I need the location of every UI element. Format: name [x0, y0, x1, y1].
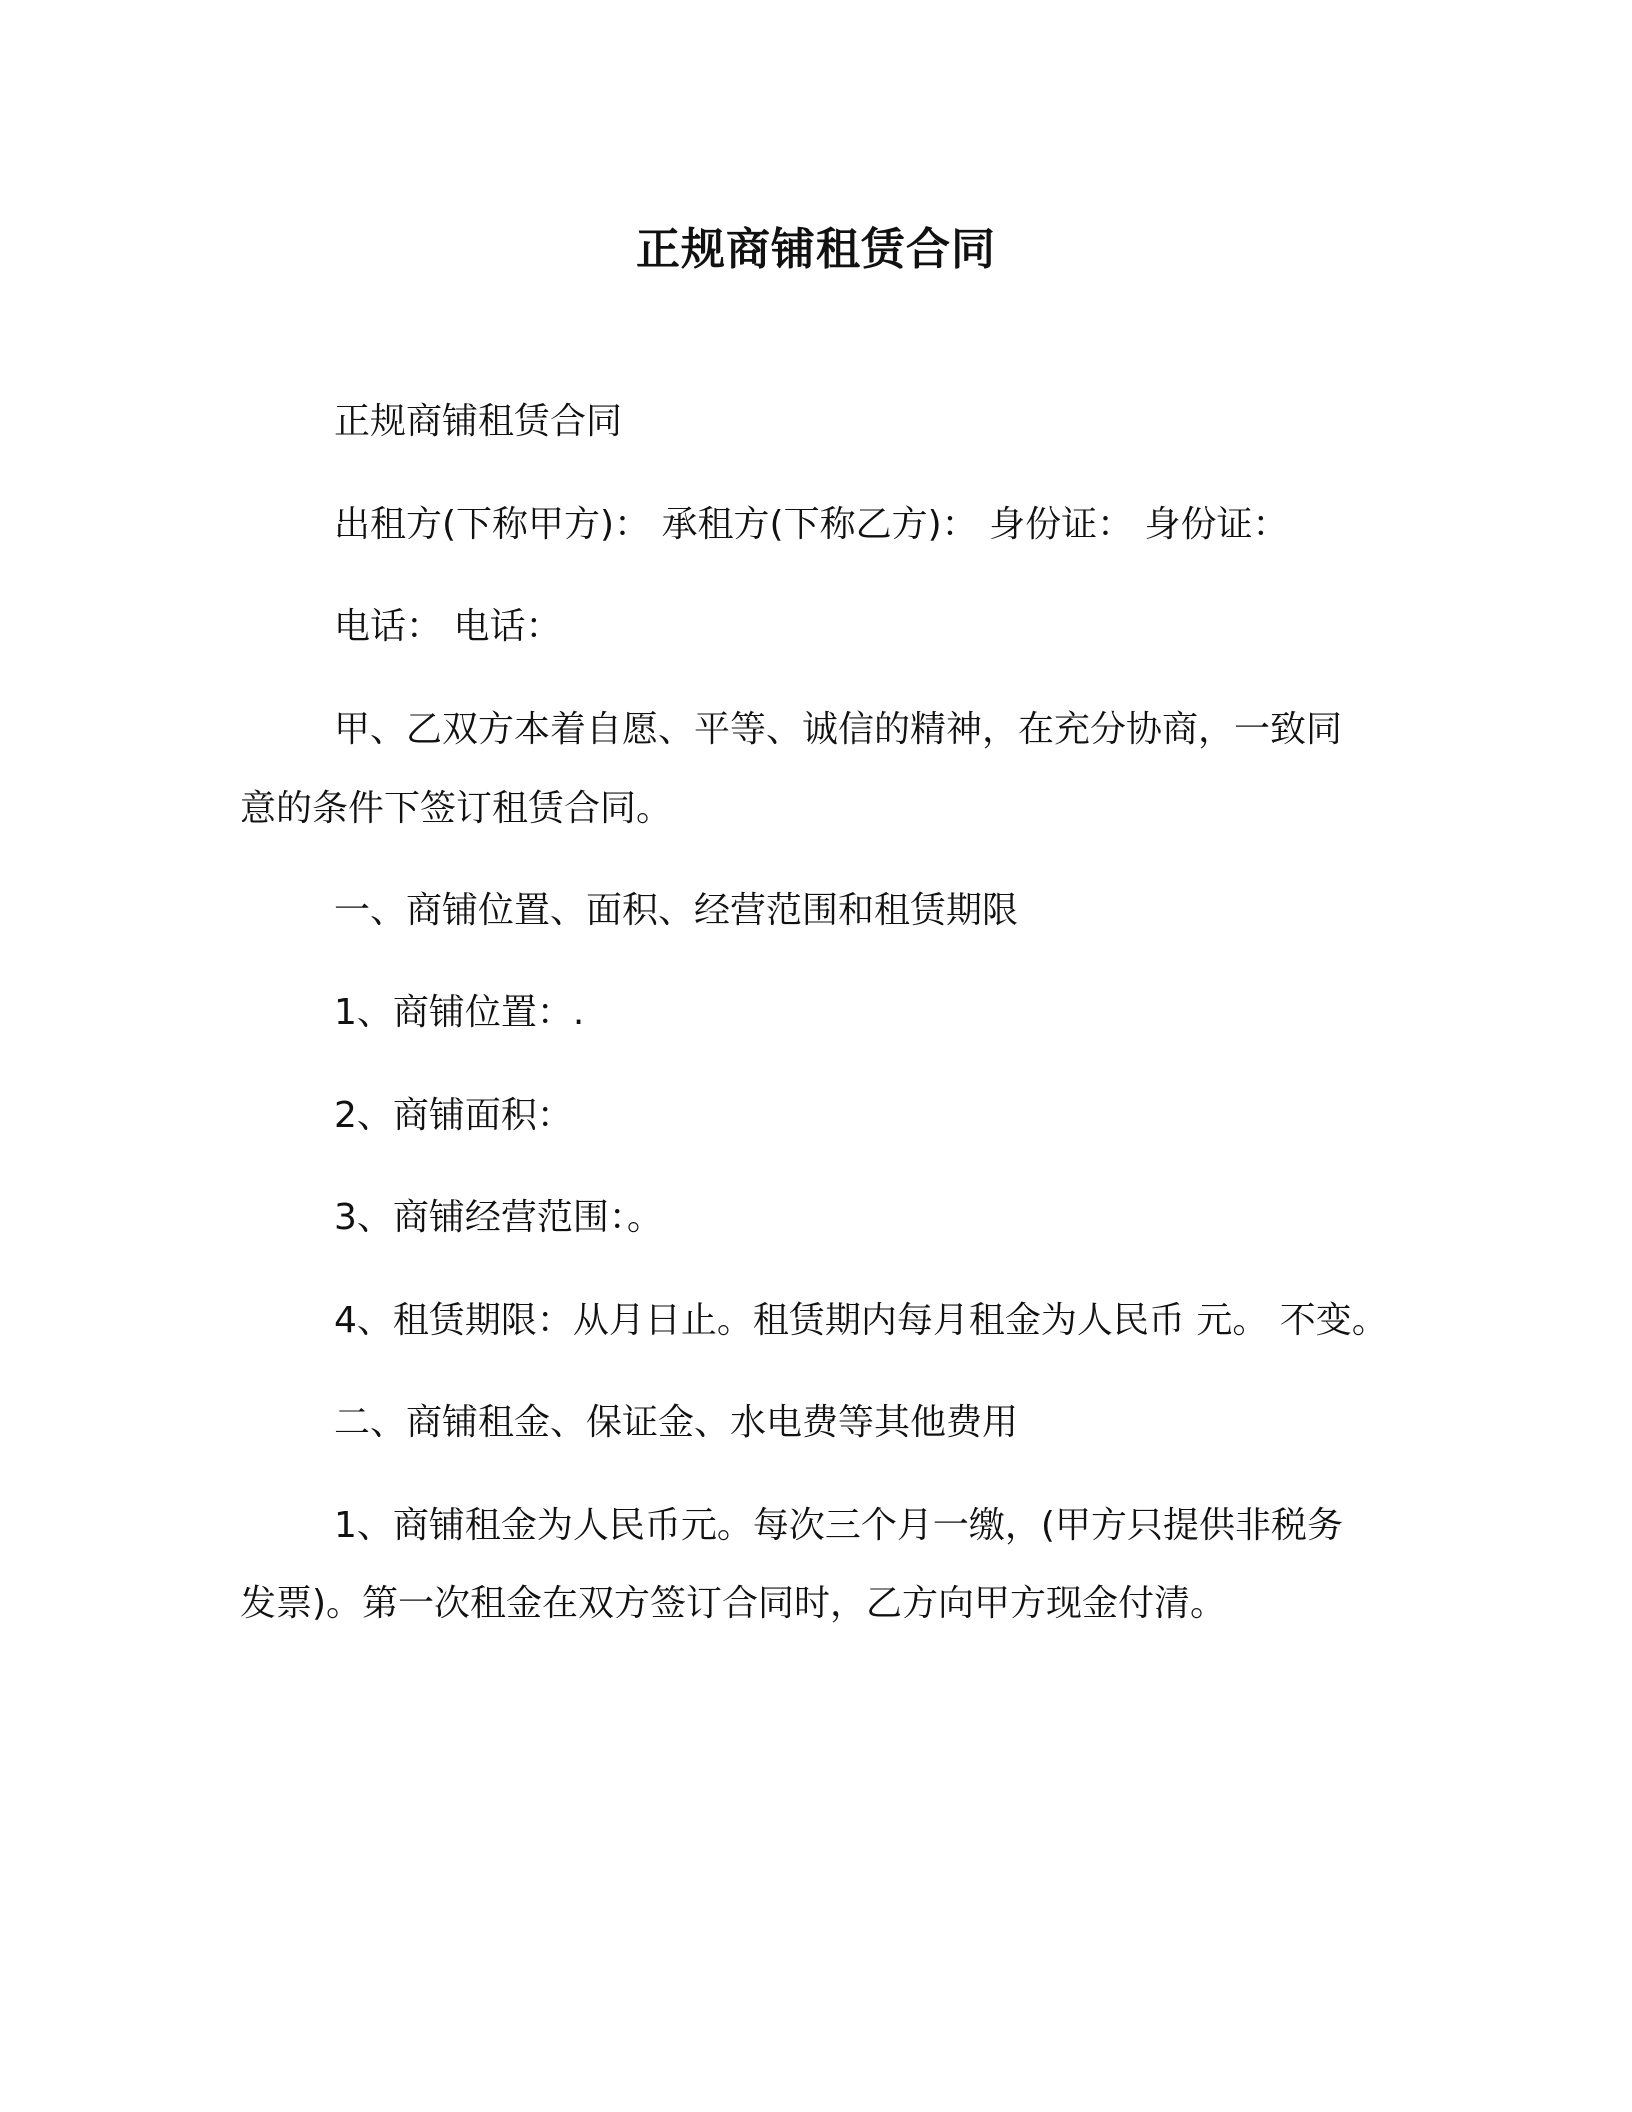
subtitle-line: 正规商铺租赁合同 — [334, 401, 623, 442]
section-1-heading: 一、商铺位置、面积、经营范围和租赁期限 — [334, 890, 1019, 931]
clause-1-1: 1、商铺位置：. — [334, 992, 585, 1033]
clause-2-1-line-1: 1、商铺租金为人民币元。每次三个月一缴，(甲方只提供非税务 — [334, 1505, 1343, 1546]
clause-2-1-line-2: 发票)。第一次租金在双方签订合同时，乙方向甲方现金付清。 — [240, 1583, 1227, 1624]
clause-1-3: 3、商铺经营范围：。 — [334, 1197, 663, 1238]
clause-1-2: 2、商铺面积： — [334, 1095, 573, 1136]
parties-line: 出租方(下称甲方)： 承租方(下称乙方)： 身份证： 身份证： — [334, 504, 1289, 545]
phone-line: 电话： 电话： — [334, 606, 562, 647]
section-2-heading: 二、商铺租金、保证金、水电费等其他费用 — [334, 1402, 1019, 1443]
preamble-line-2: 意的条件下签订租赁合同。 — [240, 788, 673, 829]
clause-1-4: 4、租赁期限：从月日止。租赁期内每月租金为人民币 元。 不变。 — [334, 1300, 1388, 1341]
document-title: 正规商铺租赁合同 — [636, 224, 996, 275]
preamble-line-1: 甲、乙双方本着自愿、平等、诚信的精神，在充分协商，一致同 — [334, 709, 1343, 750]
